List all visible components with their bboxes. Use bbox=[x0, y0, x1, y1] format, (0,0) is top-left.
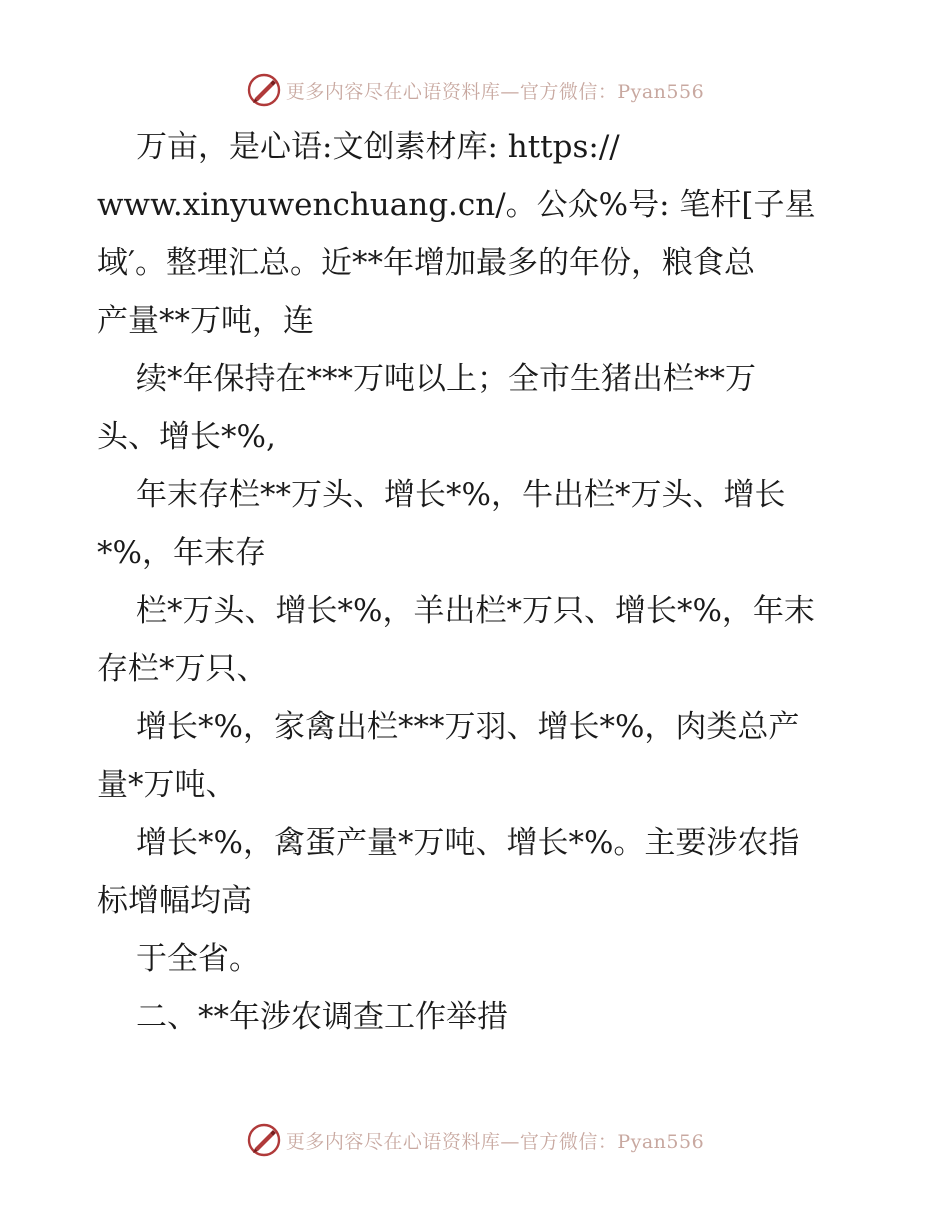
paragraph-line: 增长*%，家禽出栏***万羽、增长*%，肉类总产 bbox=[136, 709, 800, 745]
paragraph-line: 产量**万吨，连 bbox=[97, 303, 314, 339]
footer-watermark-text: 更多内容尽在心语资料库—官方微信：Pyan556 bbox=[285, 1130, 705, 1153]
pen-logo-icon bbox=[246, 72, 282, 108]
pen-logo-icon bbox=[246, 1122, 282, 1158]
paragraph-line: www.xinyuwenchuang.cn/。公众%号: 笔杆[子星 bbox=[97, 187, 816, 223]
paragraph-line: 续*年保持在***万吨以上；全市生猪出栏**万 bbox=[136, 361, 756, 397]
section-heading: 二、**年涉农调查工作举措 bbox=[136, 999, 508, 1035]
paragraph-line: 栏*万头、增长*%，羊出栏*万只、增长*%，年末 bbox=[136, 593, 815, 629]
paragraph-line: 存栏*万只、 bbox=[97, 651, 268, 687]
paragraph-line: 量*万吨、 bbox=[97, 767, 237, 803]
footer-watermark-banner bbox=[0, 1120, 950, 1160]
paragraph-line: 域′。整理汇总。近**年增加最多的年份，粮食总 bbox=[97, 245, 756, 281]
paragraph-line: 年末存栏**万头、增长*%，牛出栏*万头、增长 bbox=[136, 477, 786, 513]
paragraph-line: 头、增长*%, bbox=[97, 419, 276, 455]
header-watermark-banner bbox=[0, 70, 950, 110]
paragraph-line: 于全省。 bbox=[136, 941, 260, 977]
header-watermark-text: 更多内容尽在心语资料库—官方微信：Pyan556 bbox=[285, 80, 705, 103]
paragraph-line: 增长*%，禽蛋产量*万吨、增长*%。主要涉农指 bbox=[136, 825, 800, 861]
paragraph-line: *%，年末存 bbox=[97, 535, 266, 571]
paragraph-line: 万亩，是心语:文创素材库: https:// bbox=[136, 129, 620, 165]
paragraph-line: 标增幅均高 bbox=[97, 883, 252, 919]
